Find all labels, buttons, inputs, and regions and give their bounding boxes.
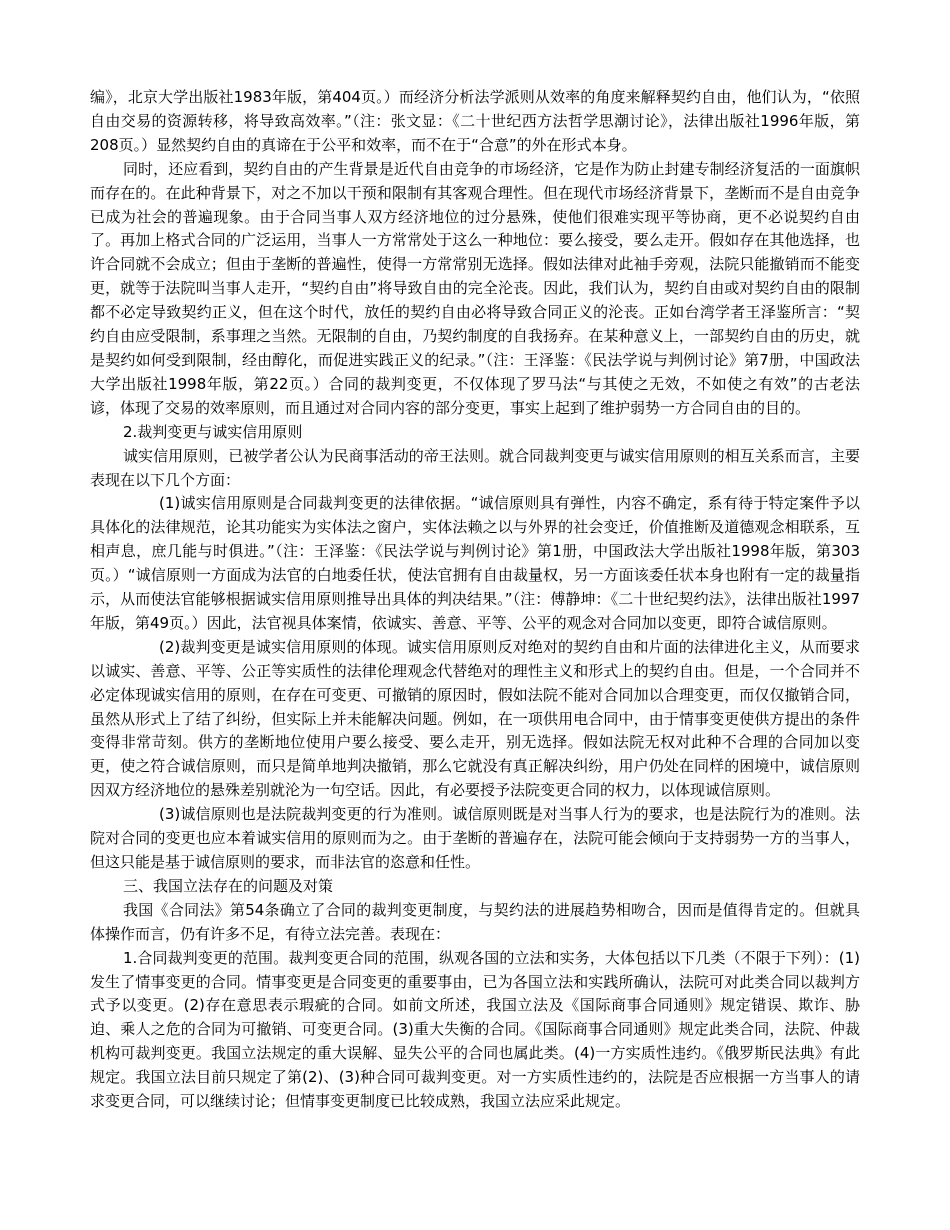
paragraph-point-3: (3)诚信原则也是法院裁判变更的行为准则。诚信原则既是对当事人行为的要求，也是法院行为的准则。法院对合同的变更也应本着诚实信用的原则而为之。由于垄断的普遍存在，法院可能会倾向于支持弱势一方的当事人，但这只能是基于诚信原则的要求，而非法官的恣意和任性。: [90, 805, 860, 871]
section-heading-legislation-problems: 三、我国立法存在的问题及对策: [123, 876, 334, 895]
paragraph-point-1: (1)诚实信用原则是合同裁判变更的法律依据。“诚信原则具有弹性，内容不确定，系有待于特定案件予以具体化的法律规范，论其功能实为实体法之窗户，实体法赖之以与外界的社会变迁，价值推断及道德观念相联系，互相声息，庶几能与时俱进。”（注：王泽鉴：《民法学说与判例讨论》第1册，中国政法大学出版社1998年版，第303页。）“诚信原则一方面成为法官的白地委任状，使法官拥有自由裁量权，另一方面该委任状本身也附有一定的裁量指示，从而使法官能够根据诚实信用原则推导出具体的判决结果。”（注：傅静坤：《二十世纪契约法》，法律出版社1997年版，第49页。）因此，法官视具体案情，依诚实、善意、平等、公平的观念对合同加以变更，即符合诚信原则。: [90, 494, 860, 632]
document-body: [90, 86, 860, 1114]
paragraph-scope-of-change: 1.合同裁判变更的范围。裁判变更合同的范围，纵观各国的立法和实务，大体包括以下几类（不限于下列）：(1)发生了情事变更的合同。情事变更是合同变更的重要事由，已为各国立法和实践所确认，法院可对此类合同以裁判方式予以变更。(2)存在意思表示瑕疵的合同。如前文所述，我国立法及《国际商事合同通则》规定错误、欺诈、胁迫、乘人之危的合同为可撤销、可变更合同。(3)重大失衡的合同。《国际商事合同通则》规定此类合同，法院、仲裁机构可裁判变更。我国立法规定的重大误解、显失公平的合同也属此类。(4)一方实质性违约。《俄罗斯民法典》有此规定。我国立法目前只规定了第(2)、(3)种合同可裁判变更。对一方实质性违约的，法院是否应根据一方当事人的请求变更合同，可以继续讨论；但情事变更制度已比较成熟，我国立法应采此规定。: [90, 948, 860, 1111]
paragraph-good-faith-intro: 诚实信用原则，已被学者公认为民商事活动的帝王法则。就合同裁判变更与诚实信用原则的相互关系而言，主要表现在以下几个方面：: [90, 446, 860, 489]
paragraph-citation-continuation: 编》，北京大学出版社1983年版，第404页。）而经济分析法学派则从效率的角度来解释契约自由，他们认为，“依照自由交易的资源转移，将导致高效率。”（注：张文显：《二十世纪西方法哲学思潮讨论》，法律出版社1996年版，第208页。）显然契约自由的真谛在于公平和效率，而不在于“合意”的外在形式本身。: [90, 88, 860, 154]
paragraph-article-54: 我国《合同法》第54条确立了合同的裁判变更制度，与契约法的进展趋势相吻合，因而是值得肯定的。但就具体操作而言，仍有许多不足，有待立法完善。表现在：: [90, 900, 860, 943]
paragraph-point-2: (2)裁判变更是诚实信用原则的体现。诚实信用原则反对绝对的契约自由和片面的法律进化主义，从而要求以诚实、善意、平等、公正等实质性的法律伦理观念代替绝对的理性主义和形式上的契约自由。但是，一个合同并不必定体现诚实信用的原则，在存在可变更、可撤销的原因时，假如法院不能对合同加以合理变更，而仅仅撤销合同，虽然从形式上了结了纠纷，但实际上并未能解决问题。例如，在一项供用电合同中，由于情事变更使供方提出的条件变得非常苛刻。供方的垄断地位使用户要么接受、要么走开，别无选择。假如法院无权对此种不合理的合同加以变更，使之符合诚信原则，而只是简单地判决撤销，那么它就没有真正解决纠纷，用户仍处在同样的困境中，诚信原则因双方经济地位的悬殊差别就沦为一句空话。因此，有必要授予法院变更合同的权力，以体现诚信原则。: [90, 637, 860, 800]
paragraph-contract-freedom-background: 同时，还应看到，契约自由的产生背景是近代自由竞争的市场经济，它是作为防止封建专制经济复活的一面旗帜而存在的。在此种背景下，对之不加以干预和限制有其客观合理性。但在现代市场经济背景下，垄断而不是自由竞争已成为社会的普遍现象。由于合同当事人双方经济地位的过分悬殊，使他们很难实现平等协商，更不必说契约自由了。再加上格式合同的广泛运用，当事人一方常常处于这么一种地位：要么接受，要么走开。假如存在其他选择，也许合同就不会成立；但由于垄断的普遍性，使得一方常常别无选择。假如法律对此袖手旁观，法院只能撤销而不能变更，就等于法院叫当事人走开，“契约自由”将导致自由的完全沦丧。因此，我们认为，契约自由或对契约自由的限制都不必定导致契约正义，但在这个时代，放任的契约自由必将导致合同正义的沦丧。正如台湾学者王泽鉴所言：“契约自由应受限制，系事理之当然。无限制的自由，乃契约制度的自我扬弃。在某种意义上，一部契约自由的历史，就是契约如何受到限制，经由醇化，而促进实践正义的纪录。”（注：王泽鉴：《民法学说与判例讨论》第7册，中国政法大学出版社1998年版，第22页。）合同的裁判变更，不仅体现了罗马法“与其使之无效，不如使之有效”的古老法谚，体现了交易的效率原则，而且通过对合同内容的部分变更，事实上起到了维护弱势一方合同自由的目的。: [90, 159, 860, 417]
section-heading-good-faith: 2.裁判变更与诚实信用原则: [123, 422, 303, 441]
